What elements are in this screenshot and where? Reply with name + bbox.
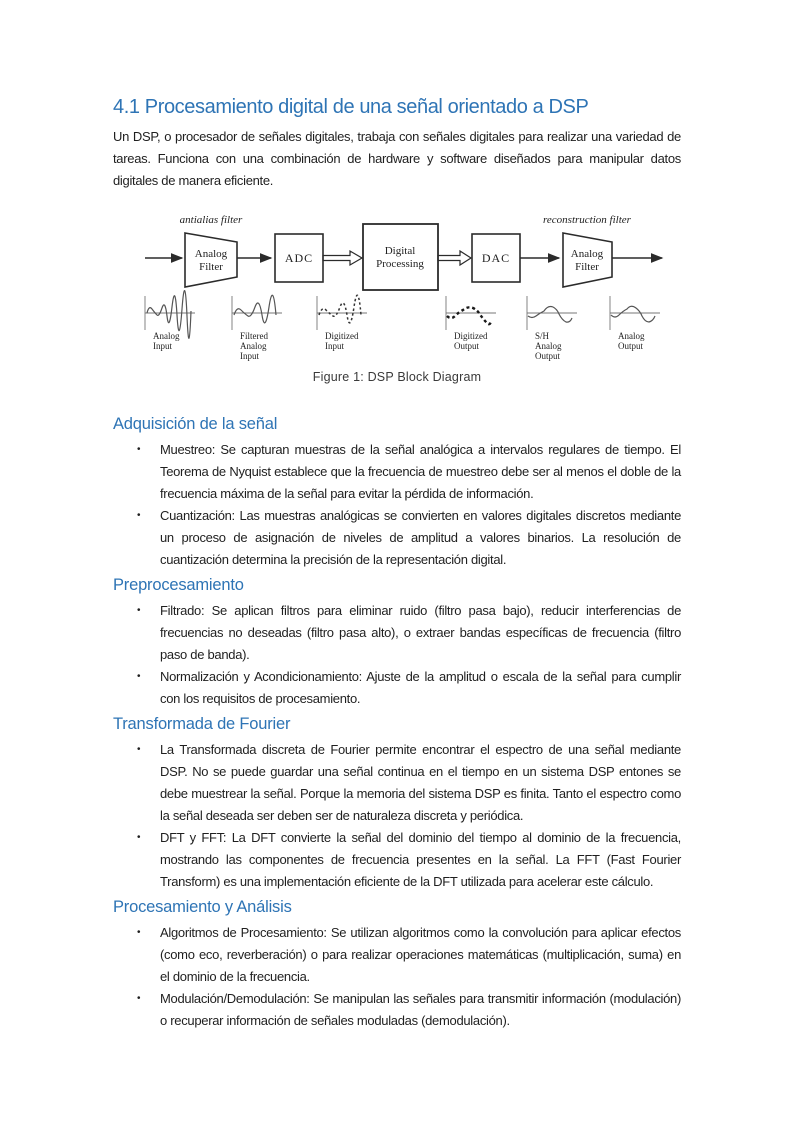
analog-filter-in-line2: Filter xyxy=(199,261,223,273)
bullet-text: Normalización y Acondicionamiento: Ajuste de la amplitud o escala de la señal para cumplir con los requisitos de procesamiento. xyxy=(160,669,681,706)
bullet-icon: • xyxy=(137,671,141,682)
bullet-list-preprocesamiento xyxy=(113,600,681,710)
waveform-digitized-output xyxy=(446,296,496,351)
svg-text:Analog: Analog xyxy=(535,341,562,351)
svg-text:Analog: Analog xyxy=(240,341,267,351)
svg-text:S/H: S/H xyxy=(535,331,550,341)
list-item xyxy=(137,666,681,710)
analog-filter-out-block xyxy=(563,233,612,287)
arrow-adc-to-dsp xyxy=(323,251,362,265)
bullet-text: Filtrado: Se aplican filtros para eliminar ruido (filtro pasa bajo), reducir interferencias de frecuencias no deseadas (filtro pasa alto), o extraer bandas específicas de frecuencia (filtro paso de banda). xyxy=(160,603,681,662)
bullet-list-procesamiento-analisis xyxy=(113,922,681,1032)
waveform-sh-analog-output xyxy=(527,296,577,361)
list-item xyxy=(137,439,681,505)
analog-filter-out-line2: Filter xyxy=(575,261,599,273)
bullet-text: Modulación/Demodulación: Se manipulan las señales para transmitir información (modulación) o recuperar información de señales moduladas (demodulación). xyxy=(160,991,681,1028)
analog-filter-in-line1: Analog xyxy=(194,248,228,260)
bullet-icon: • xyxy=(137,444,141,455)
waveform-analog-output xyxy=(610,296,660,351)
dac-block xyxy=(472,234,520,282)
bullet-text: Cuantización: Las muestras analógicas se convierten en valores digitales discretos mediante un proceso de asignación de niveles de amplitud a valores binarios. La resolución de cuantización determina la precisión de la representación digital. xyxy=(160,508,681,567)
bullet-list-fourier xyxy=(113,739,681,893)
bullet-text: Muestreo: Se capturan muestras de la señal analógica a intervalos regulares de tiempo. El Teorema de Nyquist establece que la frecuencia de muestreo debe ser al menos el doble de la frecuencia máxima de la señal para evitar la pérdida de información. xyxy=(160,442,681,501)
bullet-list-adquisicion xyxy=(113,439,681,571)
bullet-text: DFT y FFT: La DFT convierte la señal del dominio del tiempo al dominio de la frecuencia, mostrando las componentes de frecuencia presentes en la señal. La FFT (Fast Fourier Transform) es una implementación eficiente de la DFT utilizada para acelerar este cálculo. xyxy=(160,830,681,889)
digital-processing-line1: Digital xyxy=(384,245,416,257)
svg-text:Input: Input xyxy=(153,341,172,351)
bullet-icon: • xyxy=(137,927,141,938)
svg-text:Filtered: Filtered xyxy=(240,331,268,341)
bullet-icon: • xyxy=(137,510,141,521)
dsp-block-diagram-figure xyxy=(113,212,681,384)
antialias-filter-label: antialias filter xyxy=(179,214,243,226)
analog-filter-out-line1: Analog xyxy=(570,248,604,260)
arrow-dsp-to-dac xyxy=(438,251,471,265)
digital-processing-block xyxy=(363,224,438,290)
analog-filter-in-block xyxy=(185,233,237,287)
adc-label: ADC xyxy=(284,251,314,265)
list-item xyxy=(137,505,681,571)
svg-text:Digitized: Digitized xyxy=(454,331,488,341)
list-item xyxy=(137,827,681,893)
page-title: 4.1 Procesamiento digital de una señal orientado a DSP xyxy=(113,96,589,118)
svg-text:Output: Output xyxy=(535,351,561,361)
intro-paragraph: Un DSP, o procesador de señales digitales, trabaja con señales digitales para realizar una variedad de tareas. Funciona con una combinación de hardware y software diseñados para manipular datos digitales de manera eficiente. xyxy=(113,129,681,188)
adc-block xyxy=(275,234,323,282)
svg-text:Output: Output xyxy=(618,341,644,351)
dsp-block-diagram-image xyxy=(140,212,675,362)
svg-text:Output: Output xyxy=(454,341,480,351)
svg-text:Analog: Analog xyxy=(618,331,645,341)
waveform-analog-input xyxy=(145,291,195,351)
list-item xyxy=(137,739,681,827)
list-item xyxy=(137,600,681,666)
section-heading-adquisicion: Adquisición de la señal xyxy=(113,415,278,433)
dac-label: DAC xyxy=(481,251,511,265)
reconstruction-filter-label: reconstruction filter xyxy=(543,214,631,226)
section-heading-procesamiento-analisis: Procesamiento y Análisis xyxy=(113,898,292,916)
figure-caption: Figure 1: DSP Block Diagram xyxy=(312,370,482,384)
list-item xyxy=(137,988,681,1032)
bullet-icon: • xyxy=(137,744,141,755)
bullet-icon: • xyxy=(137,832,141,843)
svg-text:Input: Input xyxy=(240,351,259,361)
bullet-text: La Transformada discreta de Fourier permite encontrar el espectro de una señal mediante DSP. No se puede guardar una señal continua en el tiempo en un sistema DSP entones se debe muestrear la señal. Porque la memoria del sistema DSP es finita. Tanto el espectro como la señal deseada ser deben ser de naturaleza discreta y periódica. xyxy=(160,742,681,823)
digital-processing-line2: Processing xyxy=(376,258,424,270)
bullet-icon: • xyxy=(137,993,141,1004)
section-heading-preprocesamiento: Preprocesamiento xyxy=(113,576,244,594)
list-item xyxy=(137,922,681,988)
bullet-text: Algoritmos de Procesamiento: Se utilizan algoritmos como la convolución para aplicar efectos (como eco, reverberación) o para realizar operaciones matemáticas (multiplicación, suma) en el dominio de la frecuencia. xyxy=(160,925,681,984)
waveform-filtered-analog-input xyxy=(232,295,282,361)
svg-text:Input: Input xyxy=(325,341,344,351)
svg-text:Digitized: Digitized xyxy=(325,331,359,341)
bullet-icon: • xyxy=(137,605,141,616)
svg-text:Analog: Analog xyxy=(153,331,180,341)
waveform-digitized-input xyxy=(317,295,367,351)
section-heading-fourier: Transformada de Fourier xyxy=(113,715,291,733)
